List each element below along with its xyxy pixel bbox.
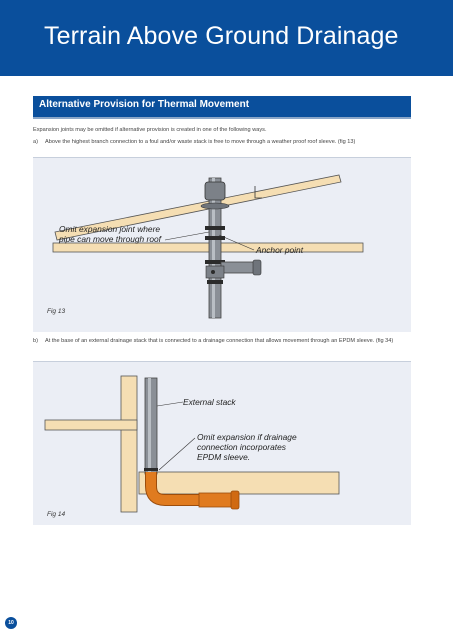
list-item-letter: a) (33, 139, 38, 145)
page-number: 10 (5, 617, 17, 629)
leader-line (165, 232, 209, 240)
drainage-pipe (199, 493, 233, 507)
branch-pipe (221, 262, 257, 273)
leader-line (157, 402, 183, 406)
callout-anchor-point: Anchor point (256, 245, 304, 255)
callout-external-stack: External stack (183, 397, 236, 407)
pipe-bracket (205, 226, 225, 230)
pipe-bracket (207, 280, 223, 284)
callout-omit-expansion-epdm: Omit expansion if drainage connection incorporates EPDM sleeve. (197, 432, 297, 462)
intro-paragraph: Expansion joints may be omitted if alternative provision is created in one of the following ways. (33, 127, 267, 133)
leader-line (159, 438, 195, 470)
ground-board (45, 420, 137, 430)
list-item-letter: b) (33, 338, 38, 344)
figure-13 (33, 157, 411, 332)
roof-sleeve (205, 182, 225, 200)
branch-socket (253, 260, 261, 275)
wall (121, 376, 137, 512)
stack-highlight (148, 378, 151, 474)
section-heading-bar (33, 96, 411, 119)
list-item-text: At the base of an external drainage stack that is connected to a drainage connection that allows movement through an EPDM sleeve. (fig 34) (45, 338, 394, 344)
section-title: Alternative Provision for Thermal Movement (39, 99, 250, 110)
list-item-a (33, 138, 413, 147)
list-item-b (33, 337, 413, 353)
list-item-text: Above the highest branch connection to a foul and/or waste stack is free to move through a weather proof roof sleeve. (fig 13) (45, 139, 356, 145)
roof-flashing (201, 203, 229, 209)
figure-13-drawing (33, 158, 411, 332)
figure-14-label: Fig 14 (47, 511, 66, 518)
epdm-sleeve (144, 468, 158, 471)
drainage-socket (231, 491, 239, 509)
junction-bolt (211, 270, 215, 274)
callout-omit-expansion: Omit expansion joint where pipe can move through roof (59, 224, 161, 244)
ground-surface (139, 472, 339, 494)
figure-13-label: Fig 13 (47, 308, 66, 315)
figure-14 (33, 361, 411, 525)
page-header (0, 0, 453, 76)
floor-board (53, 243, 363, 252)
page-title: Terrain Above Ground Drainage (44, 22, 399, 50)
